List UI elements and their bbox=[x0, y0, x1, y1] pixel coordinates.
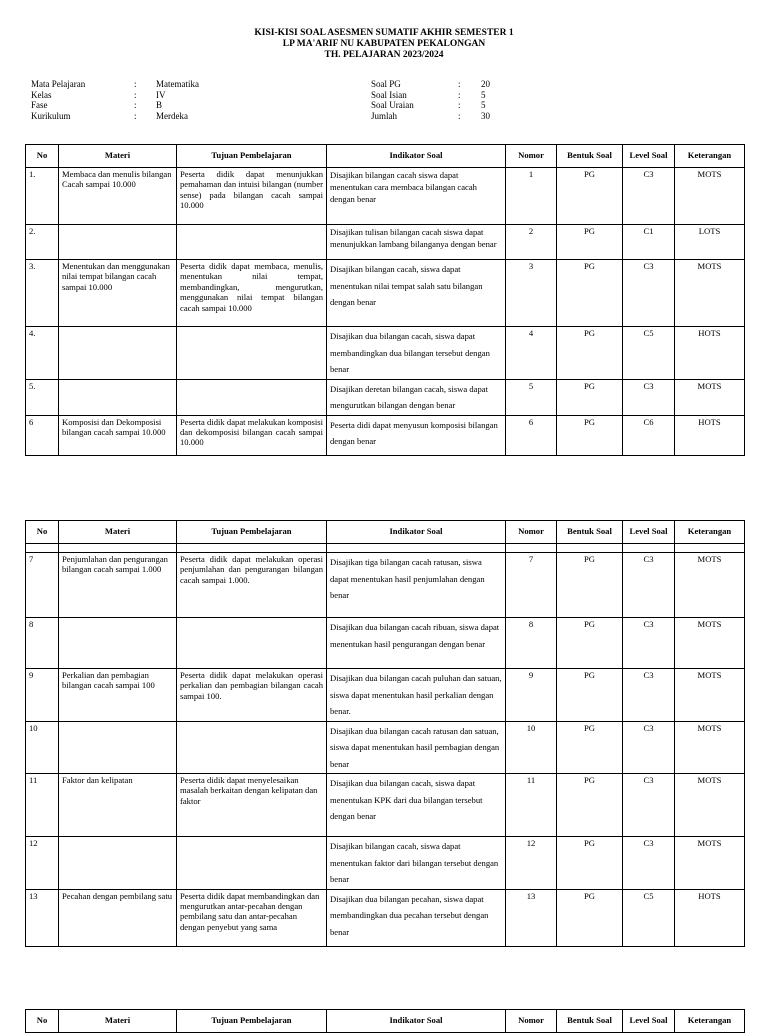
cell-tujuan bbox=[177, 837, 327, 890]
table-row bbox=[26, 721, 745, 774]
cell-bentuk: PG bbox=[557, 553, 623, 618]
cell-tujuan: Peserta didik dapat menunjukkan pemahaman dan intuisi bilangan (number sense) pada bilangan cacah sampai 10.000 bbox=[177, 168, 327, 225]
cell-indikator: Disajikan dua bilangan cacah, siswa dapat membandingkan dua bilangan tersebut dengan benar bbox=[327, 327, 506, 380]
cell-bentuk: PG bbox=[557, 774, 623, 837]
cell-nomor: 3 bbox=[506, 260, 557, 327]
cell-nomor: 13 bbox=[506, 889, 557, 946]
info-value: Matematika bbox=[156, 79, 199, 89]
col-tujuan: Tujuan Pembelajaran bbox=[177, 521, 327, 544]
question-count-info bbox=[371, 79, 490, 121]
cell-level: C3 bbox=[623, 721, 675, 774]
cell-keterangan: MOTS bbox=[675, 669, 745, 722]
cell-nomor: 8 bbox=[506, 618, 557, 669]
cell-materi: Membaca dan menulis bilangan Cacah sampai 10.000 bbox=[59, 168, 177, 225]
cell-no: 3. bbox=[26, 260, 59, 327]
cell-bentuk: PG bbox=[557, 669, 623, 722]
cell-materi bbox=[59, 618, 177, 669]
cell-indikator: Disajikan tulisan bilangan cacah siswa dapat menunjukkan lambang bilanganya dengan benar bbox=[327, 225, 506, 260]
cell-level: C3 bbox=[623, 260, 675, 327]
cell-keterangan: LOTS bbox=[675, 225, 745, 260]
cell-tujuan bbox=[177, 618, 327, 669]
cell-no: 9 bbox=[26, 669, 59, 722]
info-colon: : bbox=[134, 79, 137, 89]
cell-bentuk: PG bbox=[557, 379, 623, 415]
col-tujuan: Tujuan Pembelajaran bbox=[177, 145, 327, 168]
cell-keterangan: MOTS bbox=[675, 553, 745, 618]
cell-tujuan: Peserta didik dapat melakukan komposisi dan dekomposisi bilangan cacah sampai 10.000 bbox=[177, 415, 327, 455]
cell-keterangan: MOTS bbox=[675, 618, 745, 669]
count-value: 5 bbox=[481, 100, 486, 111]
col-no: No bbox=[26, 145, 59, 168]
cell-indikator: Disajikan tiga bilangan cacah ratusan, siswa dapat menentukan hasil penjumlahan dengan benar bbox=[327, 553, 506, 618]
info-value: IV bbox=[156, 89, 166, 100]
cell-tujuan: Peserta didik dapat melakukan operasi perkalian dan pembagian bilangan cacah sampai 100. bbox=[177, 669, 327, 722]
count-colon: : bbox=[458, 89, 461, 100]
count-row-isian bbox=[371, 90, 490, 101]
info-label: Kelas bbox=[31, 89, 52, 100]
cell-materi bbox=[59, 327, 177, 380]
col-bentuk: Bentuk Soal bbox=[557, 145, 623, 168]
cell-keterangan: MOTS bbox=[675, 168, 745, 225]
cell-no: 1. bbox=[26, 168, 59, 225]
cell-indikator: Disajikan deretan bilangan cacah, siswa dapat mengurutkan bilangan dengan benar bbox=[327, 379, 506, 415]
subject-info bbox=[31, 79, 199, 121]
cell-no: 5. bbox=[26, 379, 59, 415]
cell-bentuk: PG bbox=[557, 889, 623, 946]
cell-tujuan: Peserta didik dapat membaca, menulis, menentukan nilai tempat, membandingkan, mengurutkan, menggunakan nilai tempat bilangan cacah sampai 10.000 bbox=[177, 260, 327, 327]
cell-bentuk: PG bbox=[557, 260, 623, 327]
table-row bbox=[26, 618, 745, 669]
table-header-row bbox=[26, 145, 745, 168]
info-row-class bbox=[31, 90, 199, 101]
col-indikator: Indikator Soal bbox=[327, 521, 506, 544]
cell-no: 10 bbox=[26, 721, 59, 774]
count-row-pg bbox=[371, 79, 490, 90]
cell-no: 2. bbox=[26, 225, 59, 260]
table-row bbox=[26, 837, 745, 890]
table-row bbox=[26, 415, 745, 455]
cell-no: 13 bbox=[26, 889, 59, 946]
header-institution: LP MA'ARIF NU KABUPATEN PEKALONGAN bbox=[282, 39, 486, 49]
cell-materi: Menentukan dan menggunakan nilai tempat bilangan cacah sampai 10.000 bbox=[59, 260, 177, 327]
col-keterangan: Keterangan bbox=[675, 145, 745, 168]
table-row bbox=[26, 260, 745, 327]
cell-materi: Komposisi dan Dekomposisi bilangan cacah sampai 10.000 bbox=[59, 415, 177, 455]
cell-keterangan: MOTS bbox=[675, 260, 745, 327]
cell-bentuk: PG bbox=[557, 415, 623, 455]
table-row bbox=[26, 379, 745, 415]
cell-level: C3 bbox=[623, 837, 675, 890]
table-header-row bbox=[26, 1010, 745, 1033]
cell-indikator: Disajikan dua bilangan pecahan, siswa dapat membandingkan dua pecahan tersebut dengan benar bbox=[327, 889, 506, 946]
info-value: B bbox=[156, 100, 163, 111]
cell-bentuk: PG bbox=[557, 327, 623, 380]
info-value: Merdeka bbox=[156, 110, 188, 121]
col-materi: Materi bbox=[59, 145, 177, 168]
count-colon: : bbox=[458, 100, 461, 111]
col-level: Level Soal bbox=[623, 521, 675, 544]
table-row bbox=[26, 168, 745, 225]
info-colon: : bbox=[134, 100, 137, 111]
cell-nomor: 1 bbox=[506, 168, 557, 225]
cell-bentuk: PG bbox=[557, 168, 623, 225]
cell-indikator: Disajikan dua bilangan cacah ribuan, siswa dapat menentukan hasil pengurangan dengan benar bbox=[327, 618, 506, 669]
table-row bbox=[26, 774, 745, 837]
cell-indikator: Disajikan bilangan cacah siswa dapat menentukan cara membaca bilangan cacah dengan benar bbox=[327, 168, 506, 225]
col-nomor: Nomor bbox=[506, 1010, 557, 1033]
cell-indikator: Disajikan dua bilangan cacah puluhan dan satuan, siswa dapat menentukan hasil perkalian dengan benar. bbox=[327, 669, 506, 722]
cell-indikator: Disajikan dua bilangan cacah ratusan dan satuan, siswa dapat menentukan hasil pembagian dengan benar bbox=[327, 721, 506, 774]
cell-nomor: 5 bbox=[506, 379, 557, 415]
cell-tujuan bbox=[177, 327, 327, 380]
cell-materi: Perkalian dan pembagian bilangan cacah sampai 100 bbox=[59, 669, 177, 722]
cell-nomor: 10 bbox=[506, 721, 557, 774]
cell-keterangan: MOTS bbox=[675, 837, 745, 890]
cell-no: 4. bbox=[26, 327, 59, 380]
cell-nomor: 4 bbox=[506, 327, 557, 380]
cell-level: C1 bbox=[623, 225, 675, 260]
count-row-total bbox=[371, 111, 490, 122]
cell-tujuan: Peserta didik dapat melakukan operasi penjumlahan dan pengurangan bilangan cacah sampai 1.000. bbox=[177, 553, 327, 618]
cell-bentuk: PG bbox=[557, 225, 623, 260]
count-colon: : bbox=[458, 110, 461, 121]
col-nomor: Nomor bbox=[506, 521, 557, 544]
cell-keterangan: MOTS bbox=[675, 721, 745, 774]
cell-indikator: Disajikan bilangan cacah, siswa dapat menentukan nilai tempat salah satu bilangan dengan benar bbox=[327, 260, 506, 327]
cell-keterangan: MOTS bbox=[675, 379, 745, 415]
cell-indikator: Disajikan dua bilangan cacah, siswa dapat menentukan KPK dari dua bilangan tersebut dengan benar bbox=[327, 774, 506, 837]
col-indikator: Indikator Soal bbox=[327, 1010, 506, 1033]
col-no: No bbox=[26, 1010, 59, 1033]
cell-level: C6 bbox=[623, 415, 675, 455]
count-label: Soal Isian bbox=[371, 89, 407, 100]
table-row bbox=[26, 669, 745, 722]
cell-tujuan: Peserta didik dapat menyelesaikan masalah berkaitan dengan kelipatan dan faktor bbox=[177, 774, 327, 837]
cell-no: 11 bbox=[26, 774, 59, 837]
col-no: No bbox=[26, 521, 59, 544]
cell-materi bbox=[59, 379, 177, 415]
count-label: Jumlah bbox=[371, 110, 397, 121]
info-colon: : bbox=[134, 110, 137, 121]
cell-bentuk: PG bbox=[557, 721, 623, 774]
cell-tujuan bbox=[177, 225, 327, 260]
cell-materi bbox=[59, 225, 177, 260]
col-level: Level Soal bbox=[623, 145, 675, 168]
kisi-table-1 bbox=[25, 144, 745, 456]
cell-level: C5 bbox=[623, 327, 675, 380]
cell-materi: Pecahan dengan pembilang satu bbox=[59, 889, 177, 946]
cell-tujuan bbox=[177, 379, 327, 415]
cell-keterangan: HOTS bbox=[675, 415, 745, 455]
cell-nomor: 2 bbox=[506, 225, 557, 260]
count-value: 30 bbox=[481, 110, 490, 121]
info-label: Mata Pelajaran bbox=[31, 79, 86, 89]
kisi-table-2 bbox=[25, 520, 745, 947]
cell-keterangan: MOTS bbox=[675, 774, 745, 837]
cell-level: C3 bbox=[623, 774, 675, 837]
cell-no: 8 bbox=[26, 618, 59, 669]
info-row-curriculum bbox=[31, 111, 199, 122]
table-row bbox=[26, 327, 745, 380]
info-label: Fase bbox=[31, 100, 48, 111]
count-label: Soal Uraian bbox=[371, 100, 414, 111]
cell-bentuk: PG bbox=[557, 618, 623, 669]
col-nomor: Nomor bbox=[506, 145, 557, 168]
col-materi: Materi bbox=[59, 521, 177, 544]
cell-materi: Penjumlahan dan pengurangan bilangan cacah sampai 1.000 bbox=[59, 553, 177, 618]
cell-level: C3 bbox=[623, 379, 675, 415]
cell-tujuan: Peserta didik dapat membandingkan dan mengurutkan antar-pecahan dengan pembilang satu dan antar-pecahan dengan penyebut yang sama bbox=[177, 889, 327, 946]
cell-level: C5 bbox=[623, 889, 675, 946]
cell-nomor: 7 bbox=[506, 553, 557, 618]
table-row bbox=[26, 889, 745, 946]
cell-materi bbox=[59, 721, 177, 774]
cell-no: 6 bbox=[26, 415, 59, 455]
cell-no: 7 bbox=[26, 553, 59, 618]
document-header bbox=[0, 28, 768, 61]
count-row-uraian bbox=[371, 100, 490, 111]
cell-no: 12 bbox=[26, 837, 59, 890]
kisi-table-3 bbox=[25, 1009, 745, 1033]
cell-bentuk: PG bbox=[557, 837, 623, 890]
cell-materi bbox=[59, 837, 177, 890]
cell-tujuan bbox=[177, 721, 327, 774]
col-bentuk: Bentuk Soal bbox=[557, 521, 623, 544]
count-value: 20 bbox=[481, 79, 490, 89]
table-row bbox=[26, 225, 745, 260]
info-colon: : bbox=[134, 89, 137, 100]
cell-keterangan: HOTS bbox=[675, 889, 745, 946]
cell-indikator: Peserta didi dapat menyusun komposisi bilangan dengan benar bbox=[327, 415, 506, 455]
col-level: Level Soal bbox=[623, 1010, 675, 1033]
count-label: Soal PG bbox=[371, 79, 401, 89]
table-header-row bbox=[26, 521, 745, 544]
col-materi: Materi bbox=[59, 1010, 177, 1033]
cell-level: C3 bbox=[623, 168, 675, 225]
header-title: KISI-KISI SOAL ASESMEN SUMATIF AKHIR SEMESTER 1 bbox=[254, 28, 514, 38]
cell-level: C3 bbox=[623, 553, 675, 618]
col-bentuk: Bentuk Soal bbox=[557, 1010, 623, 1033]
table-row bbox=[26, 553, 745, 618]
info-row-phase bbox=[31, 100, 199, 111]
col-indikator: Indikator Soal bbox=[327, 145, 506, 168]
col-keterangan: Keterangan bbox=[675, 1010, 745, 1033]
header-year: TH. PELAJARAN 2023/2024 bbox=[324, 50, 444, 60]
cell-nomor: 12 bbox=[506, 837, 557, 890]
cell-materi: Faktor dan kelipatan bbox=[59, 774, 177, 837]
count-colon: : bbox=[458, 79, 461, 89]
cell-keterangan: HOTS bbox=[675, 327, 745, 380]
cell-nomor: 11 bbox=[506, 774, 557, 837]
cell-level: C3 bbox=[623, 669, 675, 722]
count-value: 5 bbox=[481, 89, 486, 100]
cell-indikator: Disajikan bilangan cacah, siswa dapat menentukan faktor dari bilangan tersebut dengan benar bbox=[327, 837, 506, 890]
cell-nomor: 6 bbox=[506, 415, 557, 455]
info-label: Kurikulum bbox=[31, 110, 71, 121]
cell-nomor: 9 bbox=[506, 669, 557, 722]
info-row-subject bbox=[31, 79, 199, 90]
cell-level: C3 bbox=[623, 618, 675, 669]
col-tujuan: Tujuan Pembelajaran bbox=[177, 1010, 327, 1033]
spacer-row bbox=[26, 544, 745, 553]
col-keterangan: Keterangan bbox=[675, 521, 745, 544]
